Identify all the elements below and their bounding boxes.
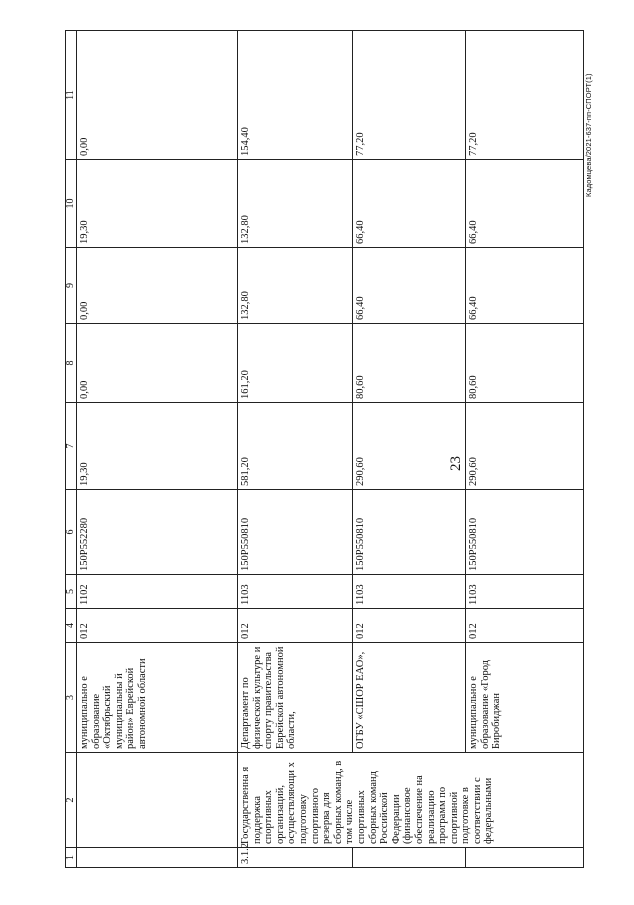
cell-total: 581,20 bbox=[238, 403, 353, 490]
table-row bbox=[238, 31, 353, 868]
header-cell-1: 1 bbox=[66, 848, 77, 868]
cell-year3: 132,80 bbox=[238, 160, 353, 248]
cell-total: 19,30 bbox=[77, 403, 238, 490]
cell-csr: 150P552280 bbox=[77, 490, 238, 575]
header-cell-10: 10 bbox=[66, 160, 77, 248]
cell-year1: 80,60 bbox=[353, 324, 466, 403]
cell-year2: 66,40 bbox=[353, 248, 466, 324]
header-cell-8: 8 bbox=[66, 324, 77, 403]
cell-csr: 150P550810 bbox=[466, 490, 584, 575]
cell-num bbox=[77, 848, 238, 868]
cell-measure bbox=[77, 753, 238, 848]
cell-grbs: 012 bbox=[238, 609, 353, 643]
cell-grbs: 012 bbox=[77, 609, 238, 643]
cell-year2: 132,80 bbox=[238, 248, 353, 324]
table-row bbox=[353, 31, 466, 868]
cell-measure: Государственна я поддержка спортивных организаций, осуществляющи х подготовку спортивного резерва для сборных команд, в том числе спортивных сборных команд Российской Федерации (финансовое обеспечение на реализацию программ по спортивной подготовке в соответствии с федеральными bbox=[238, 753, 584, 848]
header-cell-7: 7 bbox=[66, 403, 77, 490]
cell-year3: 19,30 bbox=[77, 160, 238, 248]
cell-year4: 77,20 bbox=[353, 31, 466, 160]
cell-executor: муниципально е образование «Октябрьский муниципальны й район» Еврейской автономной области bbox=[77, 643, 238, 753]
header-cell-11: 11 bbox=[66, 31, 77, 160]
header-cell-9: 9 bbox=[66, 248, 77, 324]
cell-rzpr: 1103 bbox=[353, 575, 466, 609]
cell-year3: 66,40 bbox=[353, 160, 466, 248]
header-cell-6: 6 bbox=[66, 490, 77, 575]
cell-executor: Департамент по физической культуре и спорту правительства Еврейской автономной области, bbox=[238, 643, 353, 753]
cell-grbs: 012 bbox=[466, 609, 584, 643]
cell-num: 3.1.2 bbox=[238, 848, 353, 868]
header-cell-5: 5 bbox=[66, 575, 77, 609]
table-row bbox=[466, 31, 584, 868]
cell-year3: 66,40 bbox=[466, 160, 584, 248]
table-row bbox=[77, 31, 238, 868]
cell-year4: 154,40 bbox=[238, 31, 353, 160]
header-cell-2: 2 bbox=[66, 753, 77, 848]
cell-num bbox=[466, 848, 584, 868]
cell-year1: 80,60 bbox=[466, 324, 584, 403]
page-number: 23 bbox=[448, 456, 464, 471]
header-cell-4: 4 bbox=[66, 609, 77, 643]
cell-num bbox=[353, 848, 466, 868]
cell-year4: 0,00 bbox=[77, 31, 238, 160]
cell-year4: 77,20 bbox=[466, 31, 584, 160]
cell-csr: 150P550810 bbox=[353, 490, 466, 575]
budget-table bbox=[65, 30, 584, 868]
cell-rzpr: 1103 bbox=[466, 575, 584, 609]
header-row bbox=[66, 31, 77, 868]
cell-rzpr: 1102 bbox=[77, 575, 238, 609]
cell-year1: 161,20 bbox=[238, 324, 353, 403]
cell-executor: ОГБУ «СШОР ЕАО», bbox=[353, 643, 466, 753]
cell-total: 290,60 bbox=[466, 403, 584, 490]
cell-year2: 66,40 bbox=[466, 248, 584, 324]
header-cell-3: 3 bbox=[66, 643, 77, 753]
cell-rzpr: 1103 bbox=[238, 575, 353, 609]
cell-year1: 0,00 bbox=[77, 324, 238, 403]
cell-csr: 150P550810 bbox=[238, 490, 353, 575]
cell-executor: муниципально е образование «Город Биробиджан bbox=[466, 643, 584, 753]
cell-total: 290,60 bbox=[353, 403, 466, 490]
cell-year2: 0,00 bbox=[77, 248, 238, 324]
cell-grbs: 012 bbox=[353, 609, 466, 643]
document-code: Кадомцева/2021-637-пп-СПОРТ(1) bbox=[584, 73, 593, 197]
